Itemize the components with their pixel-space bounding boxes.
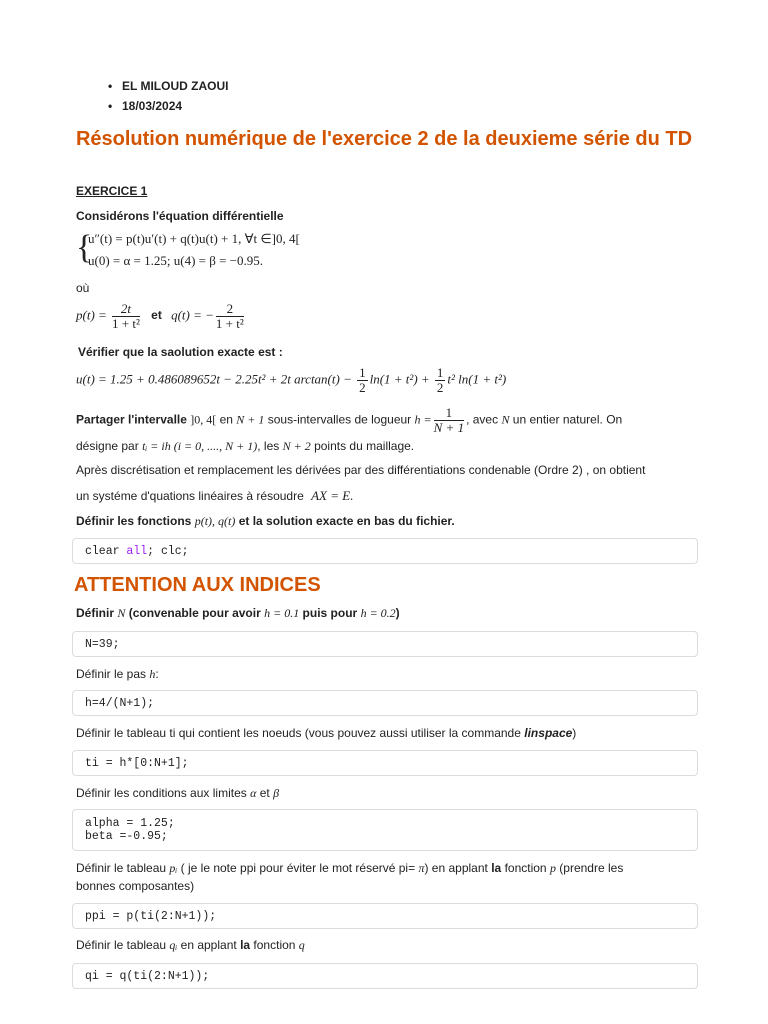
definir-pi-mid2: ) en applant xyxy=(424,861,488,875)
meta-list xyxy=(108,76,228,116)
pi-symbol: pᵢ xyxy=(169,861,178,875)
definir-qi-mid: en applant xyxy=(180,938,237,952)
code-text: clear xyxy=(85,544,127,558)
system-expr: AX = E. xyxy=(311,488,354,503)
h-value-2: h = 0.2 xyxy=(360,606,396,620)
q-lhs: q(t) = − xyxy=(171,307,214,323)
pq-definitions xyxy=(76,302,246,331)
definir-fonctions-tail: et la solution exacte en bas du fichier. xyxy=(238,514,455,528)
solution-part-2: ln(1 + t²) + xyxy=(369,371,433,387)
equation-line-1: u″(t) = p(t)u′(t) + q(t)u(t) + 1, ∀t ∈]0, 4[ xyxy=(88,231,300,246)
h-symbol: h xyxy=(149,667,156,681)
code-line: beta =-0.95; xyxy=(85,830,168,843)
p-lhs: p(t) = xyxy=(76,307,111,323)
definir-pi-la: la xyxy=(491,861,502,875)
p-symbol: p xyxy=(549,861,556,875)
code-block-n[interactable] xyxy=(72,631,698,657)
h-eq: h = xyxy=(414,412,432,427)
designe-paragraph xyxy=(76,438,414,454)
q-denominator: 1 + t² xyxy=(215,316,244,331)
brace-symbol: { xyxy=(76,229,93,266)
half-fraction-2 xyxy=(435,366,446,395)
definir-fonctions xyxy=(76,513,455,529)
definir-n-close: ) xyxy=(395,606,400,620)
beta-symbol: β xyxy=(273,786,280,800)
systeme-text: un systéme d'quations linéaires à résoudre xyxy=(76,489,304,503)
consider-text: Considérons l'équation différentielle xyxy=(76,209,284,223)
code-block-h[interactable] xyxy=(72,690,698,716)
code-text: ; clc; xyxy=(147,544,189,558)
code-line xyxy=(85,545,685,558)
qi-symbol: qᵢ xyxy=(169,938,178,952)
definir-pi-fonction: fonction xyxy=(504,861,547,875)
definir-pas xyxy=(76,666,159,682)
half-num-2: 1 xyxy=(436,365,444,380)
et-connector: et xyxy=(151,308,162,323)
code-line: ppi = p(ti(2:N+1)); xyxy=(85,909,217,923)
equation-line-2: u(0) = α = 1.25; u(4) = β = −0.95. xyxy=(88,253,264,268)
exercise-heading: EXERCICE 1 xyxy=(76,184,148,198)
partition-tail: , avec xyxy=(466,412,499,427)
n-symbol: N xyxy=(117,606,126,620)
interval-expr: ]0, 4[ xyxy=(190,412,217,427)
partition-mid: sous-intervalles de logueur xyxy=(267,412,412,427)
attention-heading: ATTENTION AUX INDICES xyxy=(74,574,321,596)
code-line: N=39; xyxy=(85,637,120,651)
definir-cond-lead: Définir les conditions aux limites xyxy=(76,786,247,800)
half-den-2: 2 xyxy=(436,380,444,395)
alpha-symbol: α xyxy=(250,786,257,800)
p-fraction xyxy=(112,302,140,331)
definir-ti-close: ) xyxy=(572,726,577,740)
q-symbol: q xyxy=(298,938,305,952)
n-plus-1-expr: N + 1 xyxy=(236,412,265,427)
definir-n-mid: (convenable pour avoir xyxy=(128,606,261,620)
designe-lead: désigne par xyxy=(76,439,139,453)
p-denominator: 1 + t² xyxy=(112,316,140,331)
ti-expr: tᵢ = ih (i = 0, ...., N + 1) xyxy=(142,439,258,453)
code-block-qi[interactable] xyxy=(72,963,698,989)
solution-part-1: u(t) = 1.25 + 0.486089652t − 2.25t² + 2t arctan(t) − xyxy=(76,371,356,387)
ou-text: où xyxy=(76,281,90,295)
half-num-1: 1 xyxy=(359,365,366,380)
code-line: h=4/(N+1); xyxy=(85,696,155,710)
h-value-1: h = 0.1 xyxy=(264,606,300,620)
code-block-ppi[interactable] xyxy=(72,903,698,929)
h-den: N + 1 xyxy=(433,420,465,435)
definir-n-puis: puis pour xyxy=(302,606,358,620)
definir-qi-la: la xyxy=(240,938,251,952)
partition-tail-2: un entier naturel. On xyxy=(512,412,623,427)
functions-expr: p(t), q(t) xyxy=(194,514,236,528)
designe-tail: points du maillage. xyxy=(314,439,415,453)
h-fraction xyxy=(434,406,464,435)
definir-n-lead: Définir xyxy=(76,606,115,620)
author-item: • EL MILOUD ZAOUI xyxy=(108,76,228,96)
definir-ti xyxy=(76,725,576,741)
code-line: alpha = 1.25; xyxy=(85,817,175,830)
partition-paragraph xyxy=(76,406,622,435)
n-symbol: N xyxy=(501,412,510,427)
page-title: Résolution numérique de l'exercice 2 de la deuxieme série du TD xyxy=(75,128,693,150)
code-block-clear[interactable] xyxy=(72,538,698,564)
code-keyword: all xyxy=(126,544,148,558)
q-numerator: 2 xyxy=(216,302,244,317)
code-line: qi = q(ti(2:N+1)); xyxy=(85,969,210,983)
partition-lead: Partager l'intervalle xyxy=(76,412,187,427)
definir-pas-colon: : xyxy=(155,667,159,681)
exact-solution-formula xyxy=(76,366,506,395)
linspace-command: linspace xyxy=(524,726,573,740)
definir-cond-et: et xyxy=(259,786,270,800)
q-fraction xyxy=(216,302,244,331)
definir-pi xyxy=(76,860,623,876)
code-block-conditions[interactable] xyxy=(72,809,698,851)
definir-pi-tail: (prendre les xyxy=(559,861,624,875)
definir-pi-lead: Définir le tableau xyxy=(76,861,167,875)
definir-qi xyxy=(76,937,305,953)
date-item: • 18/03/2024 xyxy=(108,96,228,116)
apres-text: Après discrétisation et remplacement les dérivées par des différentiations condenable (Ordre 2) , on obtient xyxy=(76,463,646,477)
p-numerator: 2t xyxy=(112,302,140,317)
code-block-ti[interactable] xyxy=(72,750,698,776)
partition-en: en xyxy=(219,412,233,427)
definir-qi-lead: Définir le tableau xyxy=(76,938,167,952)
designe-mid: , les xyxy=(257,439,280,453)
n-plus-2-expr: N + 2 xyxy=(282,439,311,453)
definir-ti-lead: Définir le tableau ti qui contient les noeuds (vous pouvez aussi utiliser la commande xyxy=(76,726,521,740)
h-num: 1 xyxy=(434,406,464,421)
half-fraction-1 xyxy=(357,366,368,395)
code-line: ti = h*[0:N+1]; xyxy=(85,756,189,770)
definir-qi-fonction: fonction xyxy=(253,938,296,952)
definir-pi-mid: ( je le note ppi pour éviter le mot réservé pi= xyxy=(180,861,416,875)
definir-pas-lead: Définir le pas xyxy=(76,667,147,681)
pi-constant: π xyxy=(418,861,425,875)
definir-fonctions-lead: Définir les fonctions xyxy=(76,514,192,528)
definir-conditions xyxy=(76,785,279,801)
definir-pi-line2: bonnes composantes) xyxy=(76,879,195,893)
definir-n xyxy=(76,605,400,621)
systeme-paragraph xyxy=(76,488,353,504)
verify-text: Vérifier que la saolution exacte est : xyxy=(78,345,283,359)
solution-part-3: t² ln(1 + t²) xyxy=(447,371,507,387)
half-den-1: 2 xyxy=(359,380,366,395)
